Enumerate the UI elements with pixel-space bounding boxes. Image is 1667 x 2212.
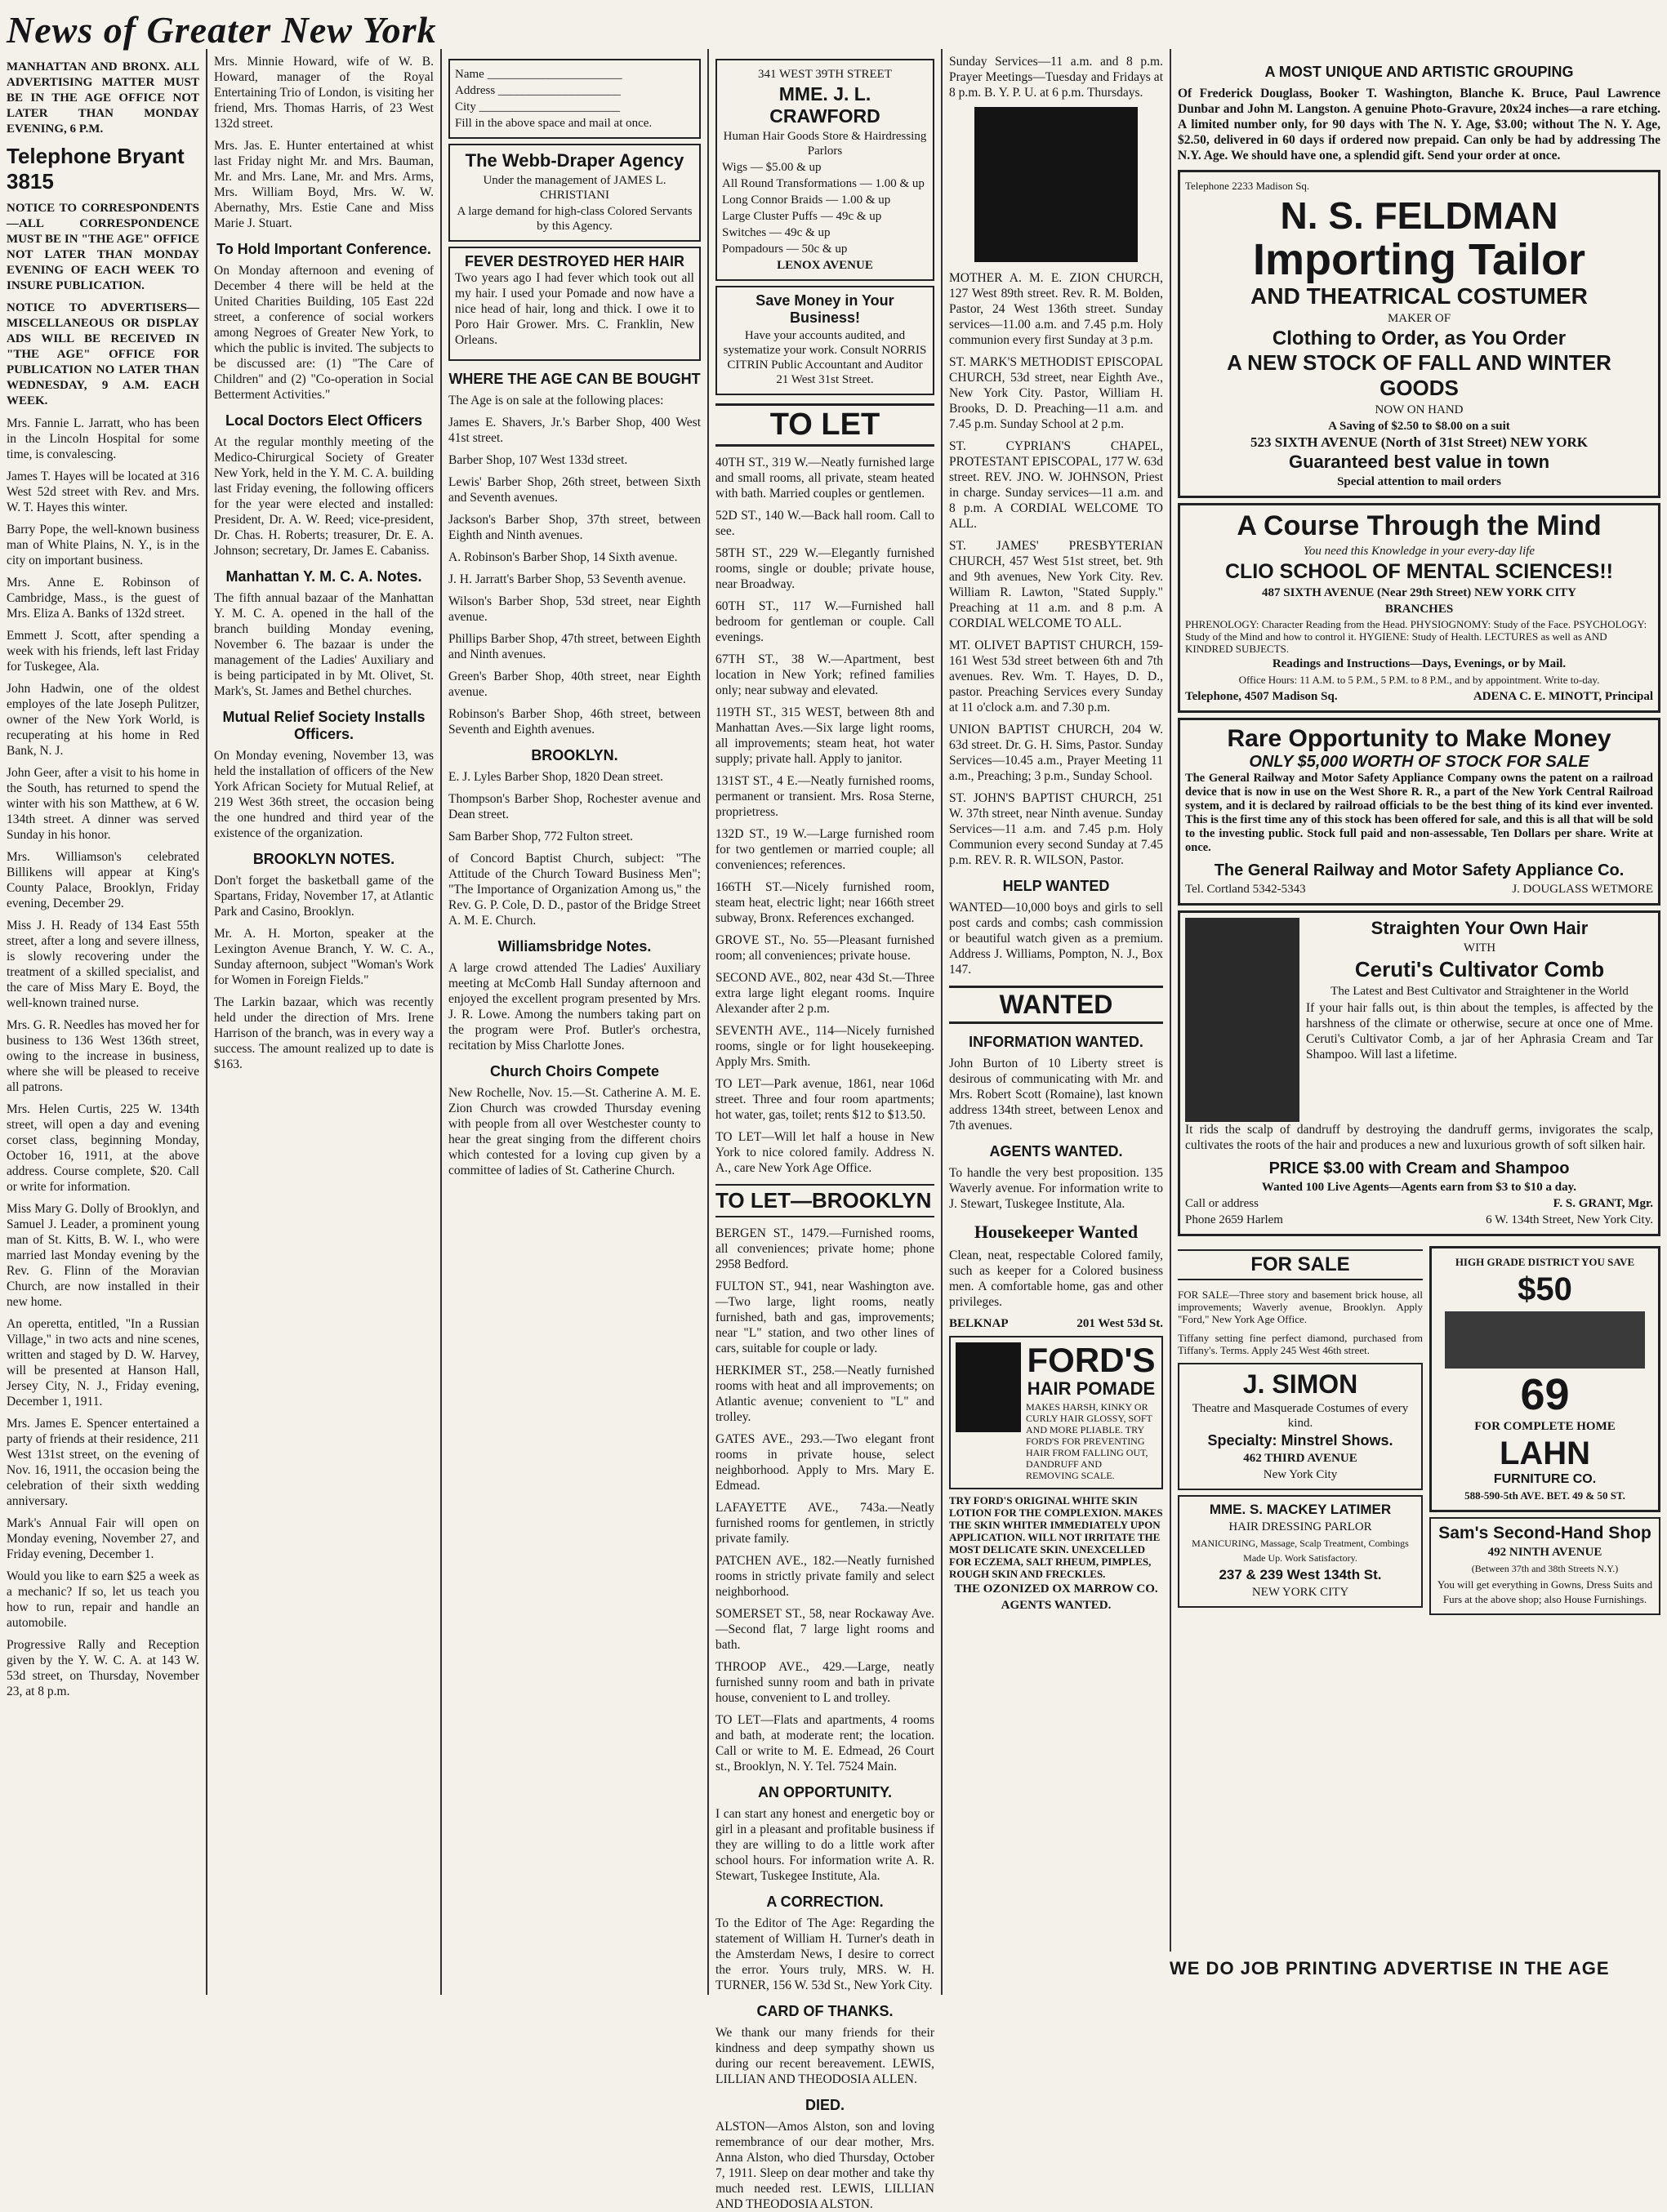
classified-item: 58TH ST., 229 W.—Elegantly furnished rooms, single or double; private house, near Broadway. bbox=[715, 546, 934, 591]
column-6 bbox=[1170, 49, 1667, 1952]
classified-item: SEVENTH AVE., 114—Nicely furnished rooms, single or for light housekeeping. Apply Mrs. Smith. bbox=[715, 1024, 934, 1069]
news-item: James T. Hayes will be located at 316 West 52d street with Rev. and Mrs. W. T. Hayes this winter. bbox=[7, 470, 199, 514]
portrait-photo bbox=[974, 107, 1138, 262]
ceruti-contact: Call or address F. S. GRANT, Mgr. bbox=[1185, 1197, 1653, 1210]
classified-item: 67TH ST., 38 W.—Apartment, best location in New York; refined families only; near subway and elevated. bbox=[715, 652, 934, 697]
classified-item: GROVE ST., No. 55—Pleasant furnished room; all conveniences; private house. bbox=[715, 933, 934, 963]
column-2 bbox=[206, 49, 440, 1995]
classified-item: GATES AVE., 293.—Two elegant front rooms in private house, select neighborhood. Apply to Mrs. Mary E. Edmead. bbox=[715, 1432, 934, 1493]
news-item: Mrs. Anne E. Robinson of Cambridge, Mass., is the guest of Mrs. Eliza A. Banks of 132d street. bbox=[7, 576, 199, 621]
article-text: Don't forget the basketball game of the Spartans, Friday, November 17, at Atlantic Park and Casino, Brooklyn. bbox=[214, 874, 434, 919]
article-heading: Mutual Relief Society Installs Officers. bbox=[222, 709, 426, 742]
news-item: Would you like to earn $25 a week as a mechanic? If so, let us teach you how to run, repair and handle an automobile. bbox=[7, 1569, 199, 1630]
crawford-store: LENOX AVENUE bbox=[777, 259, 873, 272]
article-text: The Larkin bazaar, which was recently held under the direction of Mrs. Irene Harrison of the branch, was in every way a success. The amount realized up to date is $163. bbox=[214, 995, 434, 1071]
news-item: Miss Mary G. Dolly of Brooklyn, and Samuel J. Leader, a prominent young man of St. Kitts, B. W. I., who were married last Monday evening by the Rev. G. Flinn of the Moravian Church, are now installed in their new home. bbox=[7, 1202, 199, 1309]
latimer-address: 237 & 239 West 134th St. bbox=[1219, 1567, 1382, 1582]
telephone-number: Telephone Bryant 3815 bbox=[7, 144, 185, 194]
information-wanted-text: John Burton of 10 Liberty street is desirous of communicating with Mr. and Mrs. Robert Scott (Romaine), last known address 134th street, between Lenox and 7th avenues. bbox=[949, 1057, 1163, 1133]
latimer-city: NEW YORK CITY bbox=[1251, 1586, 1349, 1599]
for-sale-text: FOR SALE—Three story and basement brick house, all improvements; Waverly avenue, Brooklyn. Apply "Ford," New York Age Office. bbox=[1178, 1288, 1423, 1325]
help-wanted-heading: HELP WANTED bbox=[1002, 878, 1110, 894]
news-item: Mrs. Jas. E. Hunter entertained at whist last Friday night Mr. and Mrs. Bauman, Mr. and Mrs. Lane, Mr. and Mrs. Arms, Mrs. William Boyd, Mrs. W. W. Abernathy, Mrs. Estie Cane and Miss Marie J. Stuart. bbox=[214, 139, 434, 230]
sams-text: You will get everything in Gowns, Dress Suits and Furs at the above shop; also House Furnishings. bbox=[1437, 1578, 1653, 1605]
church-listing: ST. JOHN'S BAPTIST CHURCH, 251 W. 37th street, near Ninth avenue. Sunday Services—11 a.m. and 7.45 p.m. Holy Communion every second Sunday at 7.45 p.m. REV. R. R. WILSON, Pastor. bbox=[949, 791, 1163, 867]
crawford-ad bbox=[715, 59, 934, 281]
clio-address: 487 SIXTH AVENUE (Near 29th Street) NEW YORK CITY bbox=[1261, 586, 1577, 599]
notice-advertisers: NOTICE TO ADVERTISERS—MISCELLANEOUS OR DISPLAY ADS WILL BE RECEIVED IN "THE AGE" OFFICE FOR PUBLICATION NO LATER THAN WEDNESDAY, 9 A.M. EACH WEEK. bbox=[7, 301, 199, 407]
fords-title: FORD'S bbox=[1027, 1341, 1156, 1379]
news-item: John Geer, after a visit to his home in the South, has returned to spend the winter with his son Matthew, at 6 W. 134th street. A dinner was served Sunday in his honor. bbox=[7, 766, 199, 842]
clio-footer: Telephone, 4507 Madison Sq. ADENA C. E. MINOTT, Principal bbox=[1185, 690, 1653, 703]
rare-title: Rare Opportunity to Make Money bbox=[1227, 725, 1611, 752]
feldman-phone: Telephone 2233 Madison Sq. bbox=[1185, 180, 1310, 192]
feldman-sub: AND THEATRICAL COSTUMER bbox=[1250, 283, 1588, 309]
rare-text: The General Railway and Motor Safety Appliance Company owns the patent on a railroad device that is now in use on the West Shore R. R., a part of the New York Central Railroad system, and it is declared by railroad officials to be the best thing of its kind ever invented. This is the first time any of this stock has been offered for sale, and this is all that will be sold to the investing public. Stock full paid and non-assessable, Ten Dollars per share. Write at once. bbox=[1185, 772, 1653, 854]
news-item: Miss J. H. Ready of 134 East 55th street, after a long and severe illness, is slowly recovering under the treatment of a skilled specialist, and the care of Miss Mary E. Boyd, the well-known trained nurse. bbox=[7, 919, 199, 1010]
classified-item: SOMERSET ST., 58, near Rockaway Ave.—Second flat, 7 large light rooms and bath. bbox=[715, 1607, 934, 1652]
feldman-title: Importing Tailor bbox=[1253, 235, 1585, 284]
where-list-item: Barber Shop, 107 West 133d street. bbox=[448, 453, 628, 467]
notice-correspondents: NOTICE TO CORRESPONDENTS—ALL CORRESPONDENCE MUST BE IN "THE AGE" OFFICE NOT LATER THAN MONDAY EVENING OF EACH WEEK TO INSURE PUBLICATION. bbox=[7, 202, 199, 292]
bottom-ads-row bbox=[1178, 1241, 1660, 1620]
williamsbridge-heading: Williamsbridge Notes. bbox=[497, 938, 652, 955]
classified-item: THROOP AVE., 429.—Large, neatly furnished sunny room and bath in private house, convenient to L and trolley. bbox=[715, 1660, 934, 1705]
to-let-heading: TO LET bbox=[715, 403, 934, 447]
simon-ad bbox=[1178, 1363, 1423, 1490]
lahn-address: 588-590-5th AVE. BET. 49 & 50 ST. bbox=[1464, 1489, 1625, 1502]
article-text: Mr. A. H. Morton, speaker at the Lexington Avenue Branch, Y. W. C. A., Sunday afternoon, subject "Woman's Work for Women in Foreign Fields." bbox=[214, 927, 434, 987]
ceruti-title: Straighten Your Own Hair bbox=[1371, 918, 1589, 938]
church-listing: UNION BAPTIST CHURCH, 204 W. 63d street. Dr. G. H. Sims, Pastor. Sunday Services—10.45 a.m., Prayer Meeting 11 a.m., Preaching; 3 p.m., Sunday School. bbox=[949, 723, 1163, 783]
classified-item: TO LET—Flats and apartments, 4 rooms and bath, at moderate rent; the location. Call or write to M. E. Edmead, 26 Court st., Brooklyn, N. Y. Tel. 7524 Main. bbox=[715, 1713, 934, 1774]
classified-item: TO LET—Will let half a house in New York to nice colored family. Address N. A., care New York Age Office. bbox=[715, 1130, 934, 1175]
correction-text: To the Editor of The Age: Regarding the statement of William H. Turner's death in the Amsterdam News, I desire to correct the error. Yours truly, MRS. W. H. TURNER, 156 W. 53d St., New York City. bbox=[715, 1916, 934, 1992]
masthead-title: News of Greater New York bbox=[7, 9, 437, 51]
price-row: Long Connor Braids — 1.00 & up bbox=[722, 194, 891, 207]
crawford-sub: Human Hair Goods Store & Hairdressing Parlors bbox=[723, 130, 927, 158]
lahn-complete: FOR COMPLETE HOME bbox=[1474, 1420, 1616, 1433]
column-3 bbox=[440, 49, 707, 1995]
news-item: An operetta, entitled, "In a Russian Village," in two acts and nine scenes, written and staged by D. W. Harvey, will be presented at Hanson Hall, Jersey City, N. J., Friday evening, December 1, 1911. bbox=[7, 1317, 199, 1409]
feldman-clothing: Clothing to Order, as You Order bbox=[1272, 327, 1567, 349]
article-heading: To Hold Important Conference. bbox=[216, 241, 431, 257]
opportunity-text: I can start any honest and energetic boy or girl in a pleasant and profitable business if they are willing to do a little work after school hours. For information write A. R. Stewart, Tuskegee Institute, Ala. bbox=[715, 1807, 934, 1883]
clio-school: CLIO SCHOOL OF MENTAL SCIENCES!! bbox=[1224, 560, 1613, 583]
ceruti-top bbox=[1185, 918, 1653, 1122]
news-item: Mrs. Minnie Howard, wife of W. B. Howard, manager of the Royal Entertaining Trio of London, is visiting her friend, Mrs. Thomas Harris, of 23 West 132d street. bbox=[214, 55, 434, 131]
news-item: Mrs. James E. Spencer entertained a party of friends at their residence, 211 West 131st street, on the evening of Nov. 16, 1911, the occasion being the celebration of their sixth wedding anniversary. bbox=[7, 1417, 199, 1508]
footer-slogan: WE DO JOB PRINTING ADVERTISE IN THE AGE bbox=[1170, 1958, 1610, 1978]
classified-item: 131ST ST., 4 E.—Neatly furnished rooms, permanent or transient. Mrs. Rosa Sterne, proprietress. bbox=[715, 774, 934, 819]
classified-item: 132D ST., 19 W.—Large furnished room for two gentlemen or married couple; all conveniences; references. bbox=[715, 827, 934, 872]
sams-between: (Between 37th and 38th Streets N.Y.) bbox=[1471, 1563, 1619, 1574]
agents-wanted-text: To handle the very best proposition. 135 Waverly avenue. For information write to J. Stewart, Tuskegee Institute, Ala. bbox=[949, 1166, 1163, 1211]
rare-sub: ONLY $5,000 WORTH OF STOCK FOR SALE bbox=[1249, 753, 1589, 771]
simon-specialty: Specialty: Minstrel Shows. bbox=[1207, 1432, 1393, 1449]
brooklyn-list-item: Sam Barber Shop, 772 Fulton street. bbox=[448, 830, 634, 843]
ceruti-name: Ceruti's Cultivator Comb bbox=[1354, 957, 1605, 981]
fords-maker: THE OZONIZED OX MARROW CO. bbox=[954, 1582, 1158, 1596]
feldman-fall: A NEW STOCK OF FALL AND WINTER GOODS bbox=[1227, 350, 1611, 400]
article-heading: BROOKLYN NOTES. bbox=[252, 851, 395, 867]
ceruti-address: Phone 2659 Harlem 6 W. 134th Street, New York City. bbox=[1185, 1213, 1653, 1226]
williamsbridge-text: A large crowd attended The Ladies' Auxiliary meeting at McComb Hall Sunday afternoon and enjoyed the excellent program presented by Mrs. J. R. Lowe. Among the numbers taking part on the program were Prof. Butler's orchestra, recitation by Miss Charlotte Jones. bbox=[448, 961, 701, 1053]
news-item: John Hadwin, one of the oldest employes of the late Joseph Pulitzer, owner of the New York World, is recuperating at his home in Red Bank, N. J. bbox=[7, 682, 199, 758]
where-list-item: Phillips Barber Shop, 47th street, between Eighth and Ninth avenues. bbox=[448, 632, 701, 661]
feldman-special: Special attention to mail orders bbox=[1337, 475, 1501, 488]
clio-tag: You need this Knowledge in your every-day life bbox=[1303, 545, 1536, 558]
lahn-sub: FURNITURE CO. bbox=[1493, 1472, 1597, 1486]
furniture-illustration bbox=[1445, 1311, 1645, 1369]
lahn-price-2: 69 bbox=[1520, 1370, 1570, 1419]
woman-illustration bbox=[1185, 918, 1299, 1122]
where-list-item: J. H. Jarratt's Barber Shop, 53 Seventh avenue. bbox=[448, 572, 686, 586]
thanks-text: We thank our many friends for their kindness and deep sympathy shown us during our recent bereavement. LEWIS, LILLIAN AND THEODOSIA ALLEN. bbox=[715, 2026, 934, 2086]
simon-city: New York City bbox=[1263, 1468, 1338, 1481]
coupon-address-line: Address ____________________ bbox=[455, 84, 621, 97]
rare-opportunity-ad bbox=[1178, 718, 1660, 906]
where-list-item: Robinson's Barber Shop, 46th street, between Seventh and Eighth avenues. bbox=[448, 707, 701, 737]
fords-sub: HAIR POMADE bbox=[1027, 1378, 1156, 1399]
latimer-ad bbox=[1178, 1495, 1423, 1608]
clio-office: Office Hours: 11 A.M. to 5 P.M., 5 P.M. to 8 P.M., and by appointment. Write to-day. bbox=[1238, 674, 1600, 686]
housekeeper-text: Clean, neat, respectable Colored family, such as keeper for a Colored business men. A comfortable home, gas and other privileges. bbox=[949, 1248, 1163, 1309]
lahn-name: LAHN bbox=[1499, 1435, 1591, 1471]
article-text: The fifth annual bazaar of the Manhattan Y. M. C. A. opened in the hall of the branch building Monday evening, November 6. The bazaar is under the management of the Ladies' Auxiliary and is being participated in by Mt. Olivet, St. Mark's, St. James and Bethel churches. bbox=[214, 591, 434, 698]
church-listing: ST. MARK'S METHODIST EPISCOPAL CHURCH, 53d street, near Eighth Ave., New York City. Pastor, William H. Brooks, D. D. Preaching—11 a.m. and 7.45 p.m. Sunday School at 2 p.m. bbox=[949, 355, 1163, 431]
feldman-guarantee: Guaranteed best value in town bbox=[1288, 452, 1550, 472]
price-row: Large Cluster Puffs — 49c & up bbox=[722, 210, 882, 223]
bottom-left-ads bbox=[1178, 1241, 1423, 1620]
crawford-address: 341 WEST 39TH STREET bbox=[757, 68, 893, 81]
feldman-name: N. S. FELDMAN bbox=[1280, 194, 1558, 237]
rare-company: The General Railway and Motor Safety Appliance Co. bbox=[1214, 861, 1625, 879]
article-text: On Monday afternoon and evening of December 4 there will be held at the United Charities Building, 105 East 22d street, a conference of social workers among Negroes of Greater New York, to which the public is invited. The subjects to be discussed are: (1) "The Care of Children" and (2) "Co-operation in Social Betterment Activities." bbox=[214, 264, 434, 402]
offer-heading: A MOST UNIQUE AND ARTISTIC GROUPING bbox=[1264, 64, 1574, 80]
housekeeper-heading: Housekeeper Wanted bbox=[974, 1222, 1139, 1242]
sams-address: 492 NINTH AVENUE bbox=[1487, 1546, 1602, 1559]
classified-item: 52D ST., 140 W.—Back hall room. Call to see. bbox=[715, 509, 934, 538]
fever-text: Two years ago I had fever which took out all my hair. I used your Pomade and now have a nice head of hair, long and thick. I owe it to Poro Hair Grower. Mrs. C. Franklin, New Orleans. bbox=[455, 271, 694, 347]
column-5 bbox=[941, 49, 1170, 1995]
fever-ad bbox=[448, 247, 701, 361]
article-heading: Local Doctors Elect Officers bbox=[225, 412, 423, 429]
simon-name: J. SIMON bbox=[1242, 1369, 1358, 1399]
thanks-heading: CARD OF THANKS. bbox=[756, 2003, 894, 2019]
classified-item: TO LET—Park avenue, 1861, near 106d street. Three and four room apartments; hot water, gas, toilet; rents $12 to $13.50. bbox=[715, 1077, 934, 1122]
notice-advertising-deadline: MANHATTAN AND BRONX. ALL ADVERTISING MATTER MUST BE IN THE AGE OFFICE NOT LATER THAN MONDAY EVENING, 6 P.M. bbox=[7, 60, 199, 136]
fords-white-text: TRY FORD'S ORIGINAL WHITE SKIN LOTION FOR THE COMPLEXION. MAKES THE SKIN WHITER IMMEDIATELY UPON APPLICATION. WILL NOT IRRITATE THE MOST DELICATE SKIN. UNEXCELLED FOR ECZEMA, SALT RHEUM, PIMPLES, ROUGH SKIN AND FRECKLES. bbox=[949, 1494, 1163, 1580]
article-text: On Monday evening, November 13, was held the installation of officers of the New York African Society for Mutual Relief, at 219 West 36th street, the occasion being the one hundred and third year of the existence of the organization. bbox=[214, 749, 434, 840]
webb-sub: Under the management of JAMES L. CHRISTIANI bbox=[483, 174, 666, 202]
church-listing: ST. JAMES' PRESBYTERIAN CHURCH, 457 West 51st street, bet. 9th and 9th avenues, New York City. Rev. William R. Lawton, "Stated Supply." Preaching at 11 a.m. and 8 p.m. A CORDIAL WELCOME TO ALL. bbox=[949, 539, 1163, 630]
lahn-top: HIGH GRADE DISTRICT YOU SAVE bbox=[1455, 1256, 1635, 1268]
information-wanted-heading: INFORMATION WANTED. bbox=[969, 1034, 1143, 1050]
news-item: Mrs. G. R. Needles has moved her for business to 136 West 136th street, owing to the increase in business, where she will be pleased to receive all patrons. bbox=[7, 1018, 199, 1094]
classified-item: 60TH ST., 117 W.—Furnished hall bedroom for gentleman or couple. Call evenings. bbox=[715, 599, 934, 644]
classified-item: FULTON ST., 941, near Washington ave. —Two large, light rooms, neatly furnished, bath and gas, improvements; near "L" station, and two other lines of cars, suitable for couple or lady. bbox=[715, 1280, 934, 1355]
bottom-right-ads bbox=[1429, 1241, 1660, 1620]
church-notice: Sunday Services—11 a.m. and 8 p.m. Prayer Meetings—Tuesday and Fridays at 8 p.m. B. Y. P. U. at 6 p.m. Thursdays. bbox=[949, 55, 1163, 100]
simon-address: 462 THIRD AVENUE bbox=[1243, 1452, 1357, 1465]
article-heading: Manhattan Y. M. C. A. Notes. bbox=[225, 568, 422, 585]
news-item: Barry Pope, the well-known business man of White Plains, N. Y., is in the city on important business. bbox=[7, 523, 199, 567]
ceruti-price: PRICE $3.00 with Cream and Shampoo bbox=[1268, 1159, 1570, 1177]
news-item: Progressive Rally and Reception given by the Y. W. C. A. at 143 W. 53d street, on Thursday, November 23, at 8 p.m. bbox=[7, 1638, 199, 1698]
where-list-item: A. Robinson's Barber Shop, 14 Sixth avenue. bbox=[448, 550, 678, 564]
ceruti-ad bbox=[1178, 910, 1660, 1236]
where-list-item: James E. Shavers, Jr.'s Barber Shop, 400 West 41st street. bbox=[448, 416, 701, 445]
latimer-text: MANICURING, Massage, Scalp Treatment, Combings Made Up. Work Satisfactory. bbox=[1192, 1538, 1409, 1564]
save-money-ad bbox=[715, 286, 934, 395]
simon-sub: Theatre and Masquerade Costumes of every kind. bbox=[1192, 1402, 1409, 1430]
church-listing: MT. OLIVET BAPTIST CHURCH, 159-161 West 53d street between 6th and 7th avenues. Rev. Wm. T. Hayes, D. D., pastor. Preaching Services every Sunday at 11 o'clock a.m. and 7.30 p.m. bbox=[949, 639, 1163, 714]
article-text: At the regular monthly meeting of the Medico-Chirurgical Society of Greater New York, held in the Y. M. C. A. building last Friday evening, the following officers for the year were elected and installed: President, Dr. A. W. Reed; vice-president, Dr. Chas. H. Roberts; treasurer, Dr. E. A. Johnson; secretary, Dr. James E. Cabaniss. bbox=[214, 435, 434, 558]
correction-heading: A CORRECTION. bbox=[766, 1894, 884, 1910]
ceruti-agents: Wanted 100 Live Agents—Agents earn from $3 to $10 a day. bbox=[1261, 1181, 1577, 1194]
latimer-name: MME. S. MACKEY LATIMER bbox=[1209, 1502, 1392, 1517]
died-text: ALSTON—Amos Alston, son and loving remembrance of our dear mother, Mrs. Anna Alston, who died Thursday, October 7, 1911. Sleep on dear mother and take thy much needed rest. LEWIS, LILLIAN AND THEODOSIA ALSTON. bbox=[715, 2120, 934, 2211]
ceruti-text-2: It rids the scalp of dandruff by destroying the dandruff germs, invigorates the scalp, cultivates the roots of the hair and produces a new and luxurious growth of soft silken hair. bbox=[1185, 1123, 1653, 1152]
news-item: Mrs. Williamson's celebrated Billikens will appear at King's County Palace, Brooklyn, Friday evening, December 29. bbox=[7, 850, 199, 910]
sams-name: Sam's Second-Hand Shop bbox=[1438, 1524, 1651, 1542]
classified-item: 119TH ST., 315 WEST, between 8th and Manhattan Aves.—Six large light rooms, all improvements; steam heat, hot water supply; private hall. Apply to janitor. bbox=[715, 705, 934, 766]
clio-ad bbox=[1178, 503, 1660, 713]
save-text: Have your accounts audited, and systematize your work. Consult NORRIS CITRIN Public Accountant and Auditor 21 West 31st Street. bbox=[723, 329, 927, 386]
where-heading: WHERE THE AGE CAN BE BOUGHT bbox=[448, 371, 701, 387]
feldman-ad bbox=[1178, 170, 1660, 498]
latimer-sub: HAIR DRESSING PARLOR bbox=[1228, 1520, 1372, 1533]
classified-item: 166TH ST.—Nicely furnished room, steam heat, electric light; near 166th street subway, Bronx. References exchanged. bbox=[715, 880, 934, 925]
webb-title: The Webb-Draper Agency bbox=[465, 150, 684, 171]
classified-item: 40TH ST., 319 W.—Neatly furnished large and small rooms, all private, steam heated with bath. Married couples or gentlemen. bbox=[715, 456, 934, 501]
lahn-price: $50 bbox=[1518, 1271, 1572, 1307]
brooklyn-heading: BROOKLYN. bbox=[531, 747, 618, 763]
fords-text: MAKES HARSH, KINKY OR CURLY HAIR GLOSSY, SOFT AND MORE PLIABLE. TRY FORD'S FOR PREVENTING HAIR FROM FALLING OUT, DANDRUFF AND REMOVING SCALE. bbox=[1026, 1401, 1152, 1481]
ceruti-text: If your hair falls out, is thin about the temples, is affected by the harshness of the climate or otherwise, secure at once one of Mme. Ceruti's Cultivator Comb, a jar of her Aphrasia Cream and Tar Shampoo. Will last a lifetime. bbox=[1306, 1001, 1653, 1061]
classified-item: HERKIMER ST., 258.—Neatly furnished rooms with heat and all improvements; on Atlantic avenue; convenient to "L" and trolley. bbox=[715, 1364, 934, 1424]
where-list-item: Green's Barber Shop, 40th street, near Eighth avenue. bbox=[448, 670, 701, 699]
where-list-item: Lewis' Barber Shop, 26th street, between Sixth and Seventh avenues. bbox=[448, 475, 701, 505]
church-listing: MOTHER A. M. E. ZION CHURCH, 127 West 89th street. Rev. R. M. Bolden, Pastor, 24 West 136th street. Sunday services—11.00 a.m. and 7.45 p.m. Holy communion every first Sunday at 3 p.m. bbox=[949, 271, 1163, 347]
clio-branches: BRANCHES bbox=[1384, 603, 1454, 616]
concord-text: of Concord Baptist Church, subject: "The Attitude of the Church Toward Business Men"; "The Importance of Organization Among us," the Rev. G. P. Cole, D. D., pastor of the Bridge Street A. M. E. Church. bbox=[448, 852, 701, 928]
classified-item: PATCHEN AVE., 182.—Neatly furnished rooms in strictly private family and select neighborhood. bbox=[715, 1554, 934, 1599]
fords-pomade-ad bbox=[949, 1336, 1163, 1489]
to-let-brooklyn-heading: TO LET—BROOKLYN bbox=[715, 1184, 934, 1217]
price-row: Switches — 49c & up bbox=[722, 226, 831, 239]
where-list-item: Jackson's Barber Shop, 37th street, between Eighth and Ninth avenues. bbox=[448, 513, 701, 542]
sams-ad bbox=[1429, 1517, 1660, 1615]
save-title: Save Money in Your Business! bbox=[755, 292, 894, 326]
church-listing: ST. CYPRIAN'S CHAPEL, PROTESTANT EPISCOPAL, 177 W. 63d street. REV. JNO. W. JOHNSON, Priest in charge. Sunday services—11 a.m. and 8 p.m. A CORDIAL WELCOME TO ALL. bbox=[949, 439, 1163, 531]
brooklyn-list-item: E. J. Lyles Barber Shop, 1820 Dean street. bbox=[448, 770, 664, 784]
where-intro: The Age is on sale at the following places: bbox=[448, 394, 664, 407]
rare-footer: Tel. Cortland 5342-5343 J. DOUGLASS WETMORE bbox=[1185, 883, 1653, 896]
choirs-heading: Church Choirs Compete bbox=[489, 1063, 660, 1079]
coupon-note: Fill in the above space and mail at once. bbox=[455, 117, 653, 130]
ceruti-with: WITH bbox=[1463, 941, 1496, 955]
where-list-item: Wilson's Barber Shop, 53d street, near Eighth avenue. bbox=[448, 594, 701, 624]
subscription-coupon bbox=[448, 59, 701, 139]
clio-text: PHRENOLOGY: Character Reading from the Head. PHYSIOGNOMY: Study of the Face. PSYCHOLOGY: Study of the Mind and how to control it. HYGIENE: Study of Health. LECTURES as well as AND KINDRED SUBJECTS. bbox=[1185, 618, 1647, 655]
belknap-line: BELKNAP 201 West 53d St. bbox=[949, 1317, 1163, 1330]
news-item: Mrs. Helen Curtis, 225 W. 134th street, will open a day and evening corset class, beginning Monday, October 16, 1911, at the above address. Course complete, $20. Call or write for information. bbox=[7, 1102, 199, 1194]
column-4 bbox=[707, 49, 941, 2211]
news-item: Mrs. Fannie L. Jarratt, who has been in the Lincoln Hospital for some time, is convalescing. bbox=[7, 416, 199, 461]
clio-hours: Readings and Instructions—Days, Evenings, or by Mail. bbox=[1272, 657, 1567, 670]
classified-item: SECOND AVE., 802, near 43d St.—Three extra large light elegant rooms. Inquire Alexander after 2 p.m. bbox=[715, 971, 934, 1016]
feldman-now: NOW ON HAND bbox=[1375, 403, 1464, 416]
clio-title: A Course Through the Mind bbox=[1237, 510, 1602, 541]
price-row: Pompadours — 50c & up bbox=[722, 243, 848, 256]
coupon-name-line: Name ______________________ bbox=[455, 68, 622, 81]
brooklyn-list-item: Thompson's Barber Shop, Rochester avenue and Dean street. bbox=[448, 792, 701, 821]
price-row: Wigs — $5.00 & up bbox=[722, 161, 822, 174]
agents-wanted-heading: AGENTS WANTED. bbox=[989, 1143, 1123, 1159]
price-row: All Round Transformations — 1.00 & up bbox=[722, 177, 925, 190]
classified-item: BERGEN ST., 1479.—Furnished rooms, all conveniences; private home; phone 2958 Bedford. bbox=[715, 1226, 934, 1271]
webb-text: A large demand for high-class Colored Servants by this Agency. bbox=[457, 205, 693, 233]
news-item: Mark's Annual Fair will open on Monday evening, November 27, and Friday evening, December 1. bbox=[7, 1516, 199, 1561]
feldman-address: 523 SIXTH AVENUE (North of 31st Street) NEW YORK bbox=[1250, 434, 1589, 450]
classified-item: LAFAYETTE AVE., 743a.—Neatly furnished rooms for gentlemen, in strictly private family. bbox=[715, 1501, 934, 1546]
tin-image bbox=[956, 1342, 1021, 1432]
coupon-city-line: City _______________________ bbox=[455, 100, 621, 113]
fords-agents: AGENTS WANTED. bbox=[1001, 1599, 1112, 1612]
help-wanted-text: WANTED—10,000 boys and girls to sell post cards and combs; cash commission or beautiful watch given as a premium. Address J. Williams, Pompton, N. J., Box 147. bbox=[949, 901, 1163, 977]
news-item: Emmett J. Scott, after spending a week with his friends, left last Friday for Tuskegee, Ala. bbox=[7, 629, 199, 674]
tiffany-text: Tiffany setting fine perfect diamond, purchased from Tiffany's. Terms. Apply 245 West 46th street. bbox=[1178, 1332, 1423, 1356]
wanted-heading: WANTED bbox=[949, 986, 1163, 1024]
for-sale-heading: FOR SALE bbox=[1178, 1249, 1423, 1280]
ceruti-sub: The Latest and Best Cultivator and Straightener in the World bbox=[1330, 985, 1629, 998]
choirs-text: New Rochelle, Nov. 15.—St. Catherine A. M. E. Zion Church was crowded Thursday evening with people from all over Westchester county to hear the great singing from the different choirs which contested for a loving cup given by a committee of ladies of St. Catherine Church. bbox=[448, 1086, 701, 1177]
feldman-maker: MAKER OF bbox=[1387, 312, 1451, 325]
feldman-saving: A Saving of $2.50 to $8.00 on a suit bbox=[1328, 420, 1510, 433]
offer-text: Of Frederick Douglass, Booker T. Washington, Blanche K. Bruce, Paul Lawrence Dunbar and John M. Langston. A genuine Photo-Gravure, 20x24 inches—a rare etching. A limited number only, for 90 days with The N. Y. Age, $3.00; without The N. Y. Age, $2.50, delivered in 60 days if ordered now prepaid. Can only be had by addressing The N.Y. Age. We should have one, a splendid gift. Send your order at once. bbox=[1178, 87, 1660, 162]
opportunity-heading: AN OPPORTUNITY. bbox=[757, 1784, 892, 1800]
died-heading: DIED. bbox=[805, 2097, 845, 2113]
webb-draper-ad bbox=[448, 144, 701, 242]
lahn-furniture-ad bbox=[1429, 1246, 1660, 1512]
crawford-name: MME. J. L. CRAWFORD bbox=[769, 83, 880, 127]
fever-heading: FEVER DESTROYED HER HAIR bbox=[464, 253, 685, 269]
